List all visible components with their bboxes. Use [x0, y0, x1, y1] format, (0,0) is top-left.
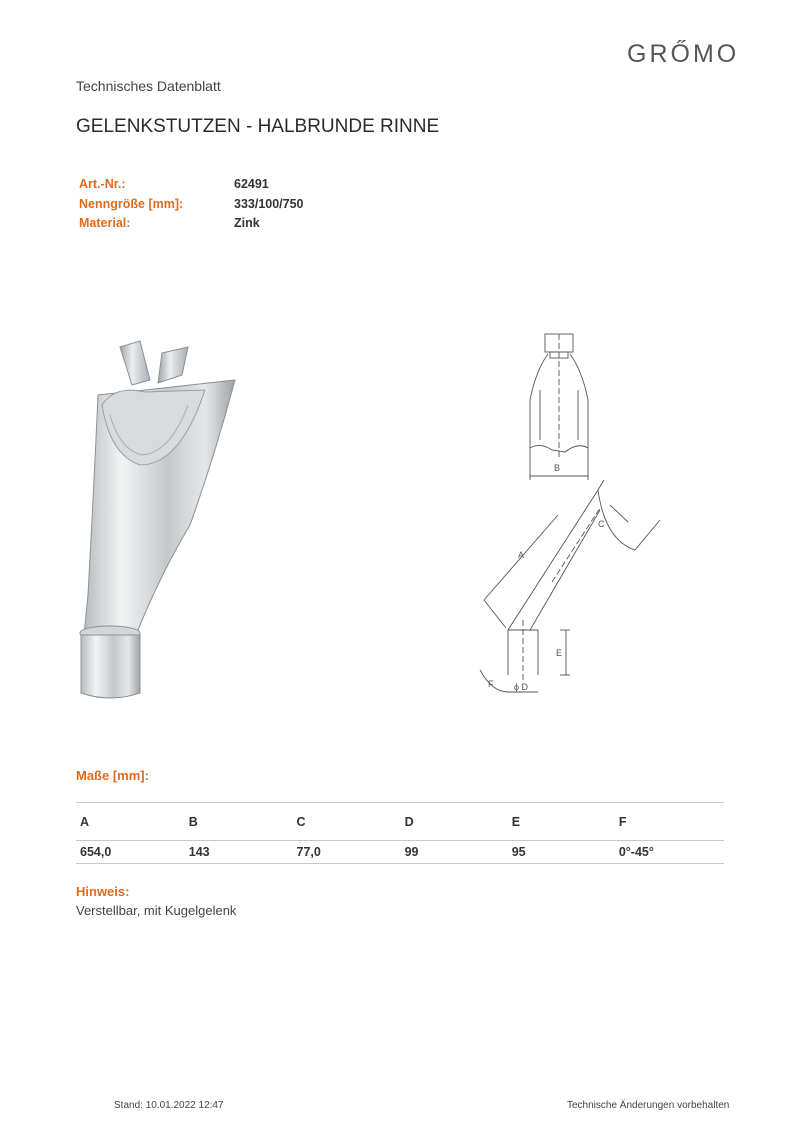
- spec-list: [79, 175, 304, 234]
- table-row: [76, 841, 724, 864]
- dim-label-d: ϕ D: [514, 682, 529, 692]
- column-header: B: [185, 803, 293, 841]
- column-header: D: [401, 803, 508, 841]
- measures-table: [76, 802, 724, 864]
- dim-label-e: E: [556, 648, 563, 658]
- spec-value: Zink: [234, 216, 260, 230]
- spec-value: 333/100/750: [234, 196, 304, 211]
- column-header: F: [615, 803, 724, 841]
- measures-title: Maße [mm]:: [76, 768, 149, 783]
- table-cell: 99: [401, 841, 508, 864]
- spec-value: 62491: [234, 177, 269, 191]
- table-cell: 0°-45°: [615, 841, 724, 864]
- spec-label: Material:: [79, 216, 131, 230]
- spec-label: Nenngröße [mm]:: [79, 196, 184, 211]
- table-cell: 654,0: [76, 841, 185, 864]
- page-title: GELENKSTUTZEN - HALBRUNDE RINNE: [76, 116, 440, 137]
- document-type: Technisches Datenblatt: [76, 78, 221, 94]
- footer-disclaimer: Technische Änderungen vorbehalten: [567, 1100, 730, 1111]
- product-photo: [70, 335, 250, 705]
- note-title: Hinweis:: [76, 884, 130, 899]
- dim-label-b: B: [554, 463, 561, 473]
- table-header-row: [76, 803, 724, 841]
- spec-label: Art.-Nr.:: [79, 177, 126, 191]
- spec-row-material: [79, 214, 304, 234]
- table-cell: 77,0: [293, 841, 401, 864]
- brand-logo: GRŐMO: [627, 40, 740, 68]
- table-cell: 143: [185, 841, 293, 864]
- column-header: C: [293, 803, 401, 841]
- column-header: A: [76, 803, 185, 841]
- dim-label-a: A: [518, 550, 525, 560]
- footer-date: Stand: 10.01.2022 12:47: [114, 1100, 224, 1111]
- note-text: Verstellbar, mit Kugelgelenk: [76, 903, 237, 918]
- table-cell: 95: [508, 841, 615, 864]
- dim-label-f: F: [488, 679, 494, 689]
- spec-row-size: [79, 195, 304, 215]
- spec-row-article: [79, 175, 304, 195]
- dim-label-c: C: [598, 519, 605, 529]
- technical-drawing: [470, 330, 670, 710]
- column-header: E: [508, 803, 615, 841]
